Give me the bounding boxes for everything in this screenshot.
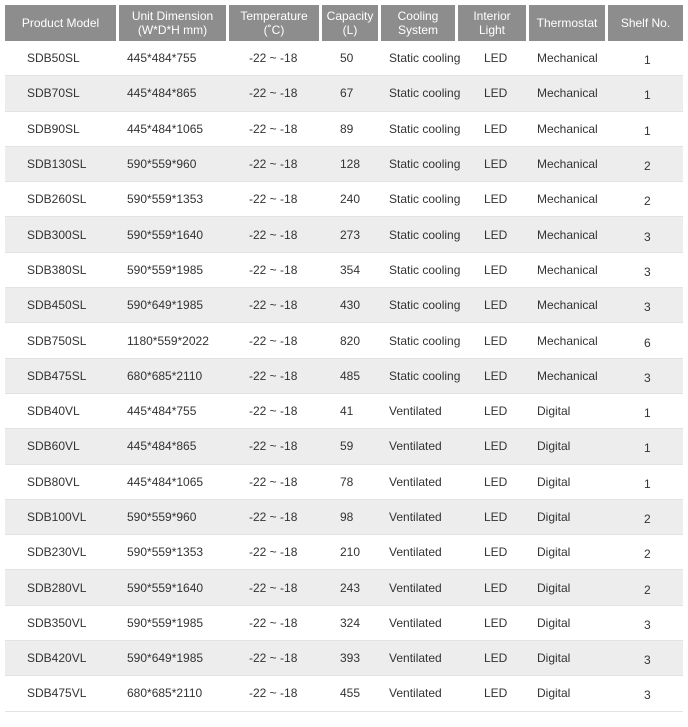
cell-product-model: SDB60VL xyxy=(5,429,119,464)
cell-cooling-system: Ventilated xyxy=(381,535,458,570)
cell-product-model: SDB280VL xyxy=(5,570,119,605)
cell-cooling-system: Ventilated xyxy=(381,465,458,500)
header-line1: Interior xyxy=(473,9,511,23)
cell-product-model: SDB450SL xyxy=(5,288,119,323)
header-line2: (L) xyxy=(342,23,358,37)
cell-thermostat: Digital xyxy=(529,535,608,570)
cell-unit-dimension: 590*559*1985 xyxy=(119,606,229,641)
cell-cooling-system: Ventilated xyxy=(381,429,458,464)
cell-product-model: SDB475VL xyxy=(5,676,119,711)
cell-product-model: SDB750SL xyxy=(5,323,119,358)
cell-interior-light: LED xyxy=(458,182,529,217)
cell-interior-light: LED xyxy=(458,41,529,76)
cell-unit-dimension: 590*649*1985 xyxy=(119,641,229,676)
cell-unit-dimension: 445*484*865 xyxy=(119,429,229,464)
cell-shelf-no: 3 xyxy=(608,676,683,711)
cell-temperature: -22 ~ -18 xyxy=(229,359,322,394)
cell-product-model: SDB90SL xyxy=(5,112,119,147)
header-line1: Capacity xyxy=(326,9,374,23)
cell-cooling-system: Ventilated xyxy=(381,394,458,429)
header-interior-light xyxy=(458,5,529,41)
cell-temperature: -22 ~ -18 xyxy=(229,288,322,323)
cell-shelf-no: 1 xyxy=(608,76,683,111)
cell-capacity: 78 xyxy=(322,465,381,500)
cell-capacity: 393 xyxy=(322,641,381,676)
cell-interior-light: LED xyxy=(458,147,529,182)
table-row xyxy=(5,606,683,641)
cell-capacity: 243 xyxy=(322,570,381,605)
cell-temperature: -22 ~ -18 xyxy=(229,112,322,147)
table-row xyxy=(5,41,683,76)
table-row xyxy=(5,394,683,429)
cell-temperature: -22 ~ -18 xyxy=(229,394,322,429)
cell-interior-light: LED xyxy=(458,465,529,500)
cell-cooling-system: Ventilated xyxy=(381,676,458,711)
cell-interior-light: LED xyxy=(458,288,529,323)
product-spec-table xyxy=(5,5,683,712)
table-row xyxy=(5,217,683,252)
header-cooling-system xyxy=(381,5,458,41)
cell-temperature: -22 ~ -18 xyxy=(229,535,322,570)
header-product-model xyxy=(5,5,119,41)
cell-unit-dimension: 445*484*755 xyxy=(119,41,229,76)
cell-cooling-system: Static cooling xyxy=(381,112,458,147)
table-row xyxy=(5,641,683,676)
header-line1: Thermostat xyxy=(536,16,598,30)
cell-thermostat: Digital xyxy=(529,500,608,535)
cell-shelf-no: 2 xyxy=(608,535,683,570)
cell-product-model: SDB350VL xyxy=(5,606,119,641)
cell-shelf-no: 2 xyxy=(608,147,683,182)
cell-thermostat: Mechanical xyxy=(529,359,608,394)
table-row xyxy=(5,429,683,464)
cell-interior-light: LED xyxy=(458,112,529,147)
header-thermostat xyxy=(529,5,608,41)
cell-capacity: 430 xyxy=(322,288,381,323)
cell-unit-dimension: 590*649*1985 xyxy=(119,288,229,323)
cell-temperature: -22 ~ -18 xyxy=(229,41,322,76)
table-row xyxy=(5,76,683,111)
cell-product-model: SDB40VL xyxy=(5,394,119,429)
cell-cooling-system: Ventilated xyxy=(381,641,458,676)
cell-unit-dimension: 590*559*1353 xyxy=(119,535,229,570)
cell-capacity: 210 xyxy=(322,535,381,570)
header-line1: Unit Dimension xyxy=(131,9,214,23)
cell-thermostat: Mechanical xyxy=(529,182,608,217)
table-row xyxy=(5,147,683,182)
table-row xyxy=(5,570,683,605)
cell-thermostat: Mechanical xyxy=(529,76,608,111)
cell-thermostat: Mechanical xyxy=(529,217,608,252)
cell-cooling-system: Static cooling xyxy=(381,76,458,111)
cell-temperature: -22 ~ -18 xyxy=(229,217,322,252)
cell-cooling-system: Ventilated xyxy=(381,570,458,605)
cell-shelf-no: 1 xyxy=(608,112,683,147)
cell-product-model: SDB70SL xyxy=(5,76,119,111)
cell-thermostat: Mechanical xyxy=(529,288,608,323)
header-line2: (W*D*H mm) xyxy=(137,23,208,37)
cell-product-model: SDB130SL xyxy=(5,147,119,182)
table-body xyxy=(5,41,683,712)
cell-interior-light: LED xyxy=(458,641,529,676)
cell-shelf-no: 2 xyxy=(608,182,683,217)
cell-product-model: SDB380SL xyxy=(5,253,119,288)
cell-unit-dimension: 590*559*1985 xyxy=(119,253,229,288)
cell-temperature: -22 ~ -18 xyxy=(229,253,322,288)
cell-shelf-no: 2 xyxy=(608,570,683,605)
cell-temperature: -22 ~ -18 xyxy=(229,147,322,182)
cell-capacity: 50 xyxy=(322,41,381,76)
cell-temperature: -22 ~ -18 xyxy=(229,676,322,711)
cell-product-model: SDB420VL xyxy=(5,641,119,676)
cell-capacity: 354 xyxy=(322,253,381,288)
cell-thermostat: Digital xyxy=(529,429,608,464)
cell-product-model: SDB300SL xyxy=(5,217,119,252)
cell-capacity: 273 xyxy=(322,217,381,252)
cell-unit-dimension: 445*484*755 xyxy=(119,394,229,429)
cell-interior-light: LED xyxy=(458,535,529,570)
cell-capacity: 67 xyxy=(322,76,381,111)
cell-cooling-system: Static cooling xyxy=(381,217,458,252)
cell-shelf-no: 2 xyxy=(608,500,683,535)
header-capacity xyxy=(322,5,381,41)
cell-cooling-system: Static cooling xyxy=(381,288,458,323)
table-row xyxy=(5,359,683,394)
cell-shelf-no: 1 xyxy=(608,41,683,76)
header-unit-dimension xyxy=(119,5,229,41)
table-row xyxy=(5,465,683,500)
cell-product-model: SDB260SL xyxy=(5,182,119,217)
cell-interior-light: LED xyxy=(458,570,529,605)
cell-temperature: -22 ~ -18 xyxy=(229,500,322,535)
cell-shelf-no: 1 xyxy=(608,465,683,500)
cell-shelf-no: 3 xyxy=(608,359,683,394)
cell-capacity: 59 xyxy=(322,429,381,464)
cell-capacity: 89 xyxy=(322,112,381,147)
cell-thermostat: Mechanical xyxy=(529,112,608,147)
cell-thermostat: Digital xyxy=(529,465,608,500)
cell-thermostat: Digital xyxy=(529,606,608,641)
cell-product-model: SDB475SL xyxy=(5,359,119,394)
cell-unit-dimension: 590*559*1640 xyxy=(119,570,229,605)
cell-interior-light: LED xyxy=(458,500,529,535)
cell-capacity: 41 xyxy=(322,394,381,429)
header-shelf-no xyxy=(608,5,683,41)
cell-capacity: 240 xyxy=(322,182,381,217)
cell-product-model: SDB80VL xyxy=(5,465,119,500)
cell-thermostat: Mechanical xyxy=(529,253,608,288)
cell-interior-light: LED xyxy=(458,76,529,111)
table-row xyxy=(5,535,683,570)
table-row xyxy=(5,323,683,358)
header-line1: Product Model xyxy=(21,16,100,30)
table-row xyxy=(5,182,683,217)
cell-thermostat: Mechanical xyxy=(529,323,608,358)
cell-temperature: -22 ~ -18 xyxy=(229,323,322,358)
cell-product-model: SDB230VL xyxy=(5,535,119,570)
table-row xyxy=(5,676,683,711)
cell-capacity: 324 xyxy=(322,606,381,641)
header-temperature xyxy=(229,5,322,41)
cell-temperature: -22 ~ -18 xyxy=(229,465,322,500)
cell-unit-dimension: 590*559*1640 xyxy=(119,217,229,252)
cell-unit-dimension: 1180*559*2022 xyxy=(119,323,229,358)
cell-shelf-no: 3 xyxy=(608,288,683,323)
cell-cooling-system: Static cooling xyxy=(381,41,458,76)
cell-capacity: 128 xyxy=(322,147,381,182)
cell-capacity: 98 xyxy=(322,500,381,535)
cell-unit-dimension: 680*685*2110 xyxy=(119,676,229,711)
cell-temperature: -22 ~ -18 xyxy=(229,570,322,605)
cell-temperature: -22 ~ -18 xyxy=(229,182,322,217)
cell-unit-dimension: 590*559*960 xyxy=(119,500,229,535)
cell-cooling-system: Static cooling xyxy=(381,147,458,182)
cell-shelf-no: 3 xyxy=(608,217,683,252)
cell-interior-light: LED xyxy=(458,359,529,394)
table-row xyxy=(5,112,683,147)
table-row xyxy=(5,288,683,323)
cell-unit-dimension: 590*559*1353 xyxy=(119,182,229,217)
cell-product-model: SDB50SL xyxy=(5,41,119,76)
cell-temperature: -22 ~ -18 xyxy=(229,429,322,464)
cell-cooling-system: Static cooling xyxy=(381,359,458,394)
cell-temperature: -22 ~ -18 xyxy=(229,76,322,111)
header-line1: Temperature xyxy=(240,9,308,23)
cell-temperature: -22 ~ -18 xyxy=(229,606,322,641)
header-line2: System xyxy=(397,23,438,37)
cell-interior-light: LED xyxy=(458,394,529,429)
header-line2: (˚C) xyxy=(263,23,285,37)
table-row xyxy=(5,253,683,288)
cell-interior-light: LED xyxy=(458,676,529,711)
cell-shelf-no: 3 xyxy=(608,641,683,676)
cell-cooling-system: Ventilated xyxy=(381,606,458,641)
cell-thermostat: Mechanical xyxy=(529,41,608,76)
cell-cooling-system: Static cooling xyxy=(381,323,458,358)
cell-shelf-no: 1 xyxy=(608,429,683,464)
table-header-row xyxy=(5,5,683,41)
cell-thermostat: Digital xyxy=(529,394,608,429)
cell-unit-dimension: 680*685*2110 xyxy=(119,359,229,394)
cell-cooling-system: Ventilated xyxy=(381,500,458,535)
header-line1: Cooling xyxy=(397,9,439,23)
cell-unit-dimension: 445*484*1065 xyxy=(119,465,229,500)
cell-interior-light: LED xyxy=(458,323,529,358)
cell-unit-dimension: 590*559*960 xyxy=(119,147,229,182)
cell-cooling-system: Static cooling xyxy=(381,253,458,288)
cell-product-model: SDB100VL xyxy=(5,500,119,535)
cell-unit-dimension: 445*484*865 xyxy=(119,76,229,111)
header-line2: Light xyxy=(478,23,506,37)
cell-thermostat: Digital xyxy=(529,641,608,676)
cell-shelf-no: 3 xyxy=(608,253,683,288)
cell-interior-light: LED xyxy=(458,606,529,641)
table-row xyxy=(5,500,683,535)
cell-shelf-no: 1 xyxy=(608,394,683,429)
cell-unit-dimension: 445*484*1065 xyxy=(119,112,229,147)
cell-capacity: 820 xyxy=(322,323,381,358)
cell-interior-light: LED xyxy=(458,217,529,252)
cell-interior-light: LED xyxy=(458,253,529,288)
cell-shelf-no: 3 xyxy=(608,606,683,641)
cell-capacity: 485 xyxy=(322,359,381,394)
cell-thermostat: Digital xyxy=(529,676,608,711)
header-line1: Shelf No. xyxy=(620,16,671,30)
cell-temperature: -22 ~ -18 xyxy=(229,641,322,676)
cell-thermostat: Digital xyxy=(529,570,608,605)
cell-thermostat: Mechanical xyxy=(529,147,608,182)
cell-shelf-no: 6 xyxy=(608,323,683,358)
cell-capacity: 455 xyxy=(322,676,381,711)
cell-interior-light: LED xyxy=(458,429,529,464)
cell-cooling-system: Static cooling xyxy=(381,182,458,217)
